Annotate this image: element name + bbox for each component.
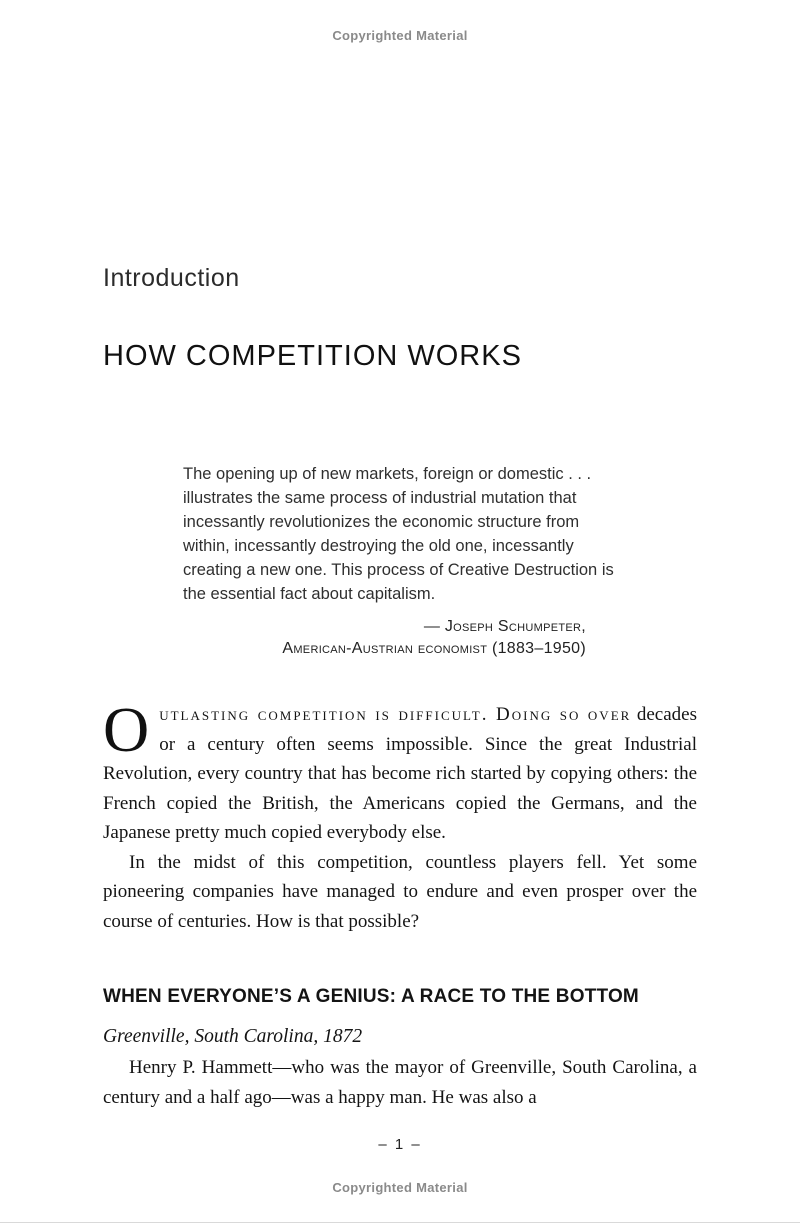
chapter-kicker: Introduction [103, 264, 240, 292]
epigraph-quote: The opening up of new markets, foreign or domestic . . . illustrates the same process of industrial mutation that incessantly revolutionizes the economic structure from within, incessantly destroying the old one, incessantly creating a new one. This process of Creative Destruction is the essential fact about capitalism. [183, 465, 614, 603]
epigraph-block [183, 462, 616, 660]
chapter-title: HOW COMPETITION WORKS [103, 340, 522, 372]
opening-paragraph-text: decades or a century often seems impossible. Since the great Industrial Revolution, every country that has become rich started by copying others: the French copied the British, the Americans copied the Germans, and the Japanese pretty much copied everybody else. [103, 704, 697, 843]
epigraph-attribution-name: — Joseph Schumpeter, [423, 618, 586, 635]
section-heading: WHEN EVERYONE’S A GENIUS: A RACE TO THE BOTTOM [103, 986, 639, 1007]
opening-smallcaps-text: utlasting competition is difficult. Doing so over [159, 704, 632, 725]
page-number: – 1 – [378, 1136, 422, 1153]
epigraph-attribution [183, 616, 616, 660]
body-text [103, 694, 697, 1112]
section-paragraph: Henry P. Hammett—who was the mayor of Greenville, South Carolina, a century and a half ago—was a happy man. He was also a [103, 1057, 697, 1108]
copyright-notice-bottom: Copyrighted Material [332, 1180, 468, 1195]
copyright-notice-top: Copyrighted Material [332, 28, 468, 43]
section-dateline: Greenville, South Carolina, 1872 [103, 1025, 363, 1047]
opening-paragraph [103, 694, 697, 848]
epigraph-attribution-title: American-Austrian economist (1883–1950) [282, 640, 586, 657]
second-paragraph: In the midst of this competition, countless players fell. Yet some pioneering companies have managed to endure and even prosper over the course of centuries. How is that possible? [103, 851, 697, 932]
drop-cap: O [103, 694, 150, 765]
